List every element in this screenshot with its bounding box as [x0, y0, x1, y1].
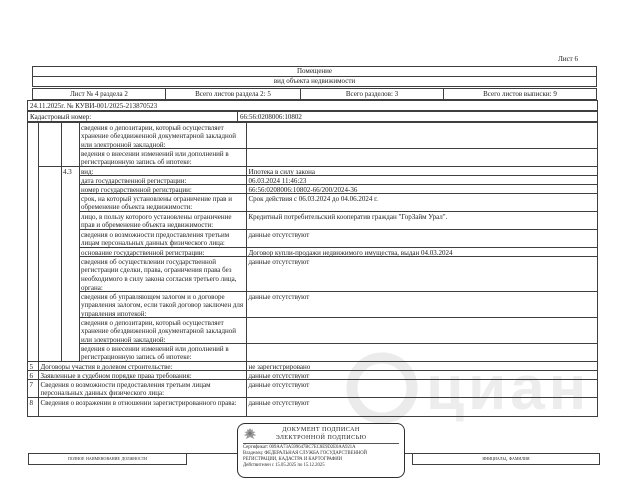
table-row [28, 230, 597, 248]
row-subnumber [61, 149, 79, 167]
row-label: сведения о депозитарии, который осуществляет хранение обездвиженной документарной закладной или электронной закладной: [79, 123, 246, 149]
digital-signature-stamp [237, 423, 405, 478]
table-line [246, 123, 247, 416]
row-label: сведения об осуществлении государственной регистрации сделки, права, ограничения права без необходимого в силу закона согласия третьего лица, органа: [79, 257, 246, 292]
table-line [61, 123, 62, 362]
name-label: инициалы, фамилия [412, 453, 600, 465]
table-row [28, 167, 597, 176]
sheet-number: Лист 6 [558, 55, 578, 63]
table-row [28, 248, 597, 257]
row-value [246, 123, 597, 149]
table-row [28, 292, 597, 318]
row-label: ведения о внесении изменений или дополнений в регистрационную запись об ипотеке: [79, 149, 246, 167]
row-label: Сведения о возможности предоставления третьим лицам персональных данных физического лица: [38, 380, 246, 398]
row-spacer [38, 176, 61, 185]
row-number [28, 123, 38, 149]
coat-of-arms-icon [243, 427, 257, 447]
table-row [28, 257, 597, 292]
row-spacer [38, 292, 61, 318]
table-row [28, 362, 597, 371]
cadastral-number-value: 66:56:0208006:10802 [240, 113, 302, 121]
row-spacer [38, 248, 61, 257]
row-subnumber [61, 318, 79, 344]
row-subnumber [61, 212, 79, 230]
row-value: Кредитный потребительский кооператив граждан "ГорЗайм Урал". [246, 212, 597, 230]
row-number [28, 212, 38, 230]
row-label: номер государственной регистрации: [79, 185, 246, 194]
table-row [28, 398, 597, 416]
row-label: лицо, в пользу которого установлены ограничение прав и обременение объекта недвижимости: [79, 212, 246, 230]
row-number [28, 257, 38, 292]
table-row [28, 176, 597, 185]
row-number: 6 [28, 371, 38, 380]
total-sheets-extract: Всего листов выписки: 9 [483, 90, 557, 98]
row-subnumber [61, 176, 79, 185]
row-value: данные отсутствуют [246, 257, 597, 292]
row-subnumber [61, 292, 79, 318]
stamp-title-line1: ДОКУМЕНТ ПОДПИСАН [282, 426, 360, 433]
row-number [28, 292, 38, 318]
row-value: данные отсутствуют [246, 371, 597, 380]
table-line [79, 123, 80, 362]
extract-date-number: 24.11.2025г. № КУВИ-001/2025-213870523 [27, 100, 598, 111]
row-label: основание государственной регистрации: [79, 248, 246, 257]
row-value: 06.03.2024 11:46:23 [246, 176, 597, 185]
table-row [28, 185, 597, 194]
table-row [28, 380, 597, 398]
row-subnumber [61, 123, 79, 149]
row-value: Договор купли-продажи недвижимого имущества, выдан 04.03.2024 [246, 248, 597, 257]
row-number [28, 176, 38, 185]
row-label: дата государственной регистрации: [79, 176, 246, 185]
row-label: вид: [79, 167, 246, 176]
row-subnumber: 4.3 [63, 167, 72, 176]
row-number [28, 167, 38, 176]
total-sections: Всего разделов: 3 [301, 89, 444, 99]
position-label: полное наименование должности [28, 453, 187, 465]
row-value [246, 149, 597, 167]
row-value [246, 344, 597, 362]
row-spacer [38, 167, 61, 176]
table-row [28, 318, 597, 344]
row-number [28, 149, 38, 167]
row-number: 7 [28, 380, 38, 398]
row-value: Срок действия с 06.03.2024 до 04.06.2024 г. [246, 194, 597, 212]
row-spacer [38, 344, 61, 362]
row-value: данные отсутствуют [246, 292, 597, 318]
row-subnumber [61, 344, 79, 362]
row-label: Сведения о возражении в отношении зарегистрированного права: [40, 398, 237, 407]
row-label: Заявленные в судебном порядке права требования: [38, 371, 246, 380]
table-row [28, 344, 597, 362]
row-spacer [38, 194, 61, 212]
row-number [28, 194, 38, 212]
row-label: сведения о возможности предоставления третьим лицам персональных данных физического лица: [79, 230, 246, 248]
cian-watermark-text: циан [426, 354, 591, 423]
table-row [28, 123, 597, 149]
sheets-info-row [32, 88, 597, 100]
row-value: не зарегистрировано [246, 362, 597, 371]
object-type: Помещение [33, 67, 596, 77]
cadastral-number-label: Кадастровый номер: [28, 112, 238, 121]
cadastral-number-row [27, 111, 598, 122]
stamp-divider [243, 443, 399, 444]
object-type-box [32, 66, 597, 87]
row-spacer [38, 123, 61, 149]
table-row [28, 149, 597, 167]
row-spacer [38, 212, 61, 230]
row-value: данные отсутствуют [246, 230, 597, 248]
object-type-caption: вид объекта недвижимости [273, 77, 356, 85]
stamp-owner: Владелец: ФЕДЕРАЛЬНАЯ СЛУЖБА ГОСУДАРСТВЕННОЙ РЕГИСТРАЦИИ, КАДАСТРА И КАРТОГРАФИИ [243, 451, 367, 462]
table-row [28, 212, 597, 230]
row-subnumber [61, 257, 79, 292]
row-subnumber [61, 185, 79, 194]
row-label: срок, на который установлены ограничение прав и обременение объекта недвижимости: [79, 194, 246, 212]
row-number [28, 318, 38, 344]
row-spacer [38, 185, 61, 194]
stamp-certificate: Сертификат: 009AA73A599647BC7EC8E9D2E0AA921A [243, 445, 356, 451]
row-spacer [38, 149, 61, 167]
total-sheets-section: Всего листов раздела 2: 5 [166, 89, 301, 99]
sheet-info: Лист № 4 раздела 2 [33, 89, 166, 99]
row-value: Ипотека в силу закона [246, 167, 597, 176]
row-number: 8 [29, 398, 33, 407]
row-spacer [38, 318, 61, 344]
row-spacer [38, 257, 61, 292]
stamp-validity: Действителен с 15.05.2025 по 15.12.2025 [243, 462, 325, 468]
row-number [28, 230, 38, 248]
row-value: 66:56:0208006:10802-66/200/2024-36 [246, 185, 597, 194]
row-value [246, 318, 597, 344]
row-label: ведения о внесении изменений или дополнений в регистрационную запись об ипотеке: [79, 344, 246, 362]
row-value: данные отсутствуют [246, 380, 597, 398]
table-row [28, 194, 597, 212]
row-subnumber [61, 230, 79, 248]
table-row [28, 371, 597, 380]
row-label: сведения о депозитарии, который осуществляет хранение обездвиженной документарной закладной или электронной закладной: [79, 318, 246, 344]
row-number [28, 248, 38, 257]
row-subnumber [61, 248, 79, 257]
registration-table [27, 122, 598, 417]
row-label: Договоры участия в долевом строительстве: [38, 362, 246, 371]
row-spacer [38, 230, 61, 248]
row-number [28, 185, 38, 194]
row-value: данные отсутствуют [248, 398, 310, 407]
row-subnumber [61, 194, 79, 212]
stamp-title-line2: ЭЛЕКТРОННОЙ ПОДПИСЬЮ [275, 433, 367, 441]
row-number: 5 [28, 362, 38, 371]
row-number [28, 344, 38, 362]
row-label: сведения об управляющем залогом и о договоре управления залогом, если такой договор заключен для управления ипотекой: [79, 292, 246, 318]
table-line [38, 123, 39, 416]
